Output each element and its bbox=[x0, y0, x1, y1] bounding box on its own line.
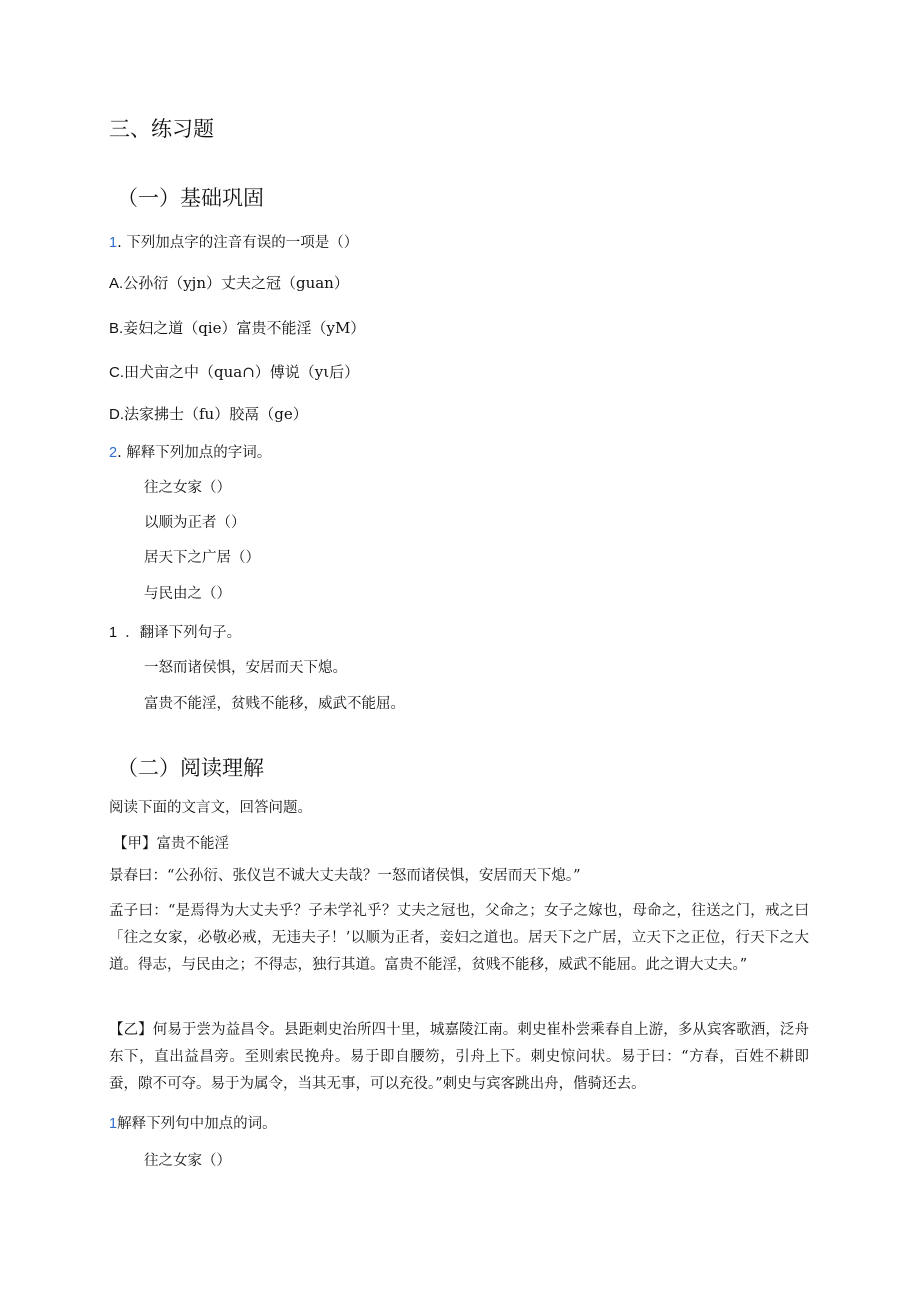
section-title: 三、练习题 bbox=[109, 117, 214, 141]
passage-yi-paragraph: 【乙】何易于尝为益昌令。县距刺史治所四十里，城嘉陵江南。刺史崔朴尝乘春自上游，多从宾客歌酒，泛舟东下，直出益昌旁。至则索民挽舟。易于即自腰笏，引舟上下。刺史惊问状。易于曰：“方春，百姓不耕即蚕，隙不可夺。易于为属令，当其无事，可以充役。”刺史与宾客跳出舟，偕骑还去。 bbox=[109, 1022, 809, 1092]
option-text: 田犬亩之中（qua∩）傅说（yι后） bbox=[124, 363, 360, 381]
question-1 bbox=[109, 231, 358, 252]
list-item: 富贵不能淫，贫贱不能移，威武不能屈。 bbox=[144, 696, 405, 712]
part2-heading: （二）阅读理解 bbox=[117, 756, 264, 780]
question-text: . 解释下列加点的字词。 bbox=[117, 445, 272, 461]
list-item: 与民由之（） bbox=[144, 586, 231, 602]
list-item: 居天下之广居（） bbox=[144, 550, 260, 566]
list-item: 一怒而诸侯惧，安居而天下熄。 bbox=[144, 660, 347, 676]
question-number: 1 bbox=[109, 235, 118, 251]
list-item: 往之女家（） bbox=[144, 1153, 231, 1169]
question-number: 1 bbox=[109, 1116, 118, 1132]
reading-question-1 bbox=[109, 1112, 277, 1133]
option-a bbox=[109, 272, 349, 293]
passage-jia-title: 【甲】富贵不能淫 bbox=[113, 836, 229, 852]
list-item: 往之女家（） bbox=[144, 480, 231, 496]
question-text: . 下列加点字的注音有误的一项是（） bbox=[117, 235, 359, 251]
part1-heading: （一）基础巩固 bbox=[117, 186, 264, 210]
option-letter: A. bbox=[109, 275, 124, 292]
option-c bbox=[109, 361, 359, 382]
option-letter: D. bbox=[109, 406, 124, 423]
question-text: ．翻译下列句子。 bbox=[125, 625, 242, 641]
question-number: 2 bbox=[109, 445, 118, 461]
question-2 bbox=[109, 441, 271, 462]
reading-intro: 阅读下面的文言文，回答问题。 bbox=[109, 800, 312, 816]
option-text: 法家拂士（fu）胶鬲（ge） bbox=[124, 405, 308, 423]
question-number: 1 bbox=[109, 625, 118, 641]
option-b bbox=[109, 317, 365, 338]
option-letter: B. bbox=[109, 320, 124, 337]
passage-jia-paragraph: 景春曰：“公孙衍、张仪岂不诚大丈夫哉？一怒而诸侯惧，安居而天下熄。” bbox=[109, 868, 581, 884]
option-text: 妾妇之道（qie）富贵不能淫（yM） bbox=[123, 319, 366, 337]
passage-jia-paragraph: 孟子曰：“是焉得为大丈夫乎？子未学礼乎？丈夫之冠也，父命之；女子之嫁也，母命之，往送之门，戒之曰「往之女家，必敬必戒，无违夫子！’以顺为正者，妾妇之道也。居天下之广居，立天下之正位，行天下之大道。得志，与民由之；不得志，独行其道。富贵不能淫，贫贱不能移，威武不能屈。此之谓大丈夫。” bbox=[109, 903, 809, 973]
option-letter: C. bbox=[109, 364, 124, 381]
option-d bbox=[109, 403, 308, 424]
list-item: 以顺为正者（） bbox=[144, 515, 246, 531]
question-text: 解释下列句中加点的词。 bbox=[117, 1116, 277, 1132]
question-3 bbox=[109, 621, 241, 642]
option-text: 公孙衍（yjn）丈夫之冠（guan） bbox=[123, 274, 349, 292]
